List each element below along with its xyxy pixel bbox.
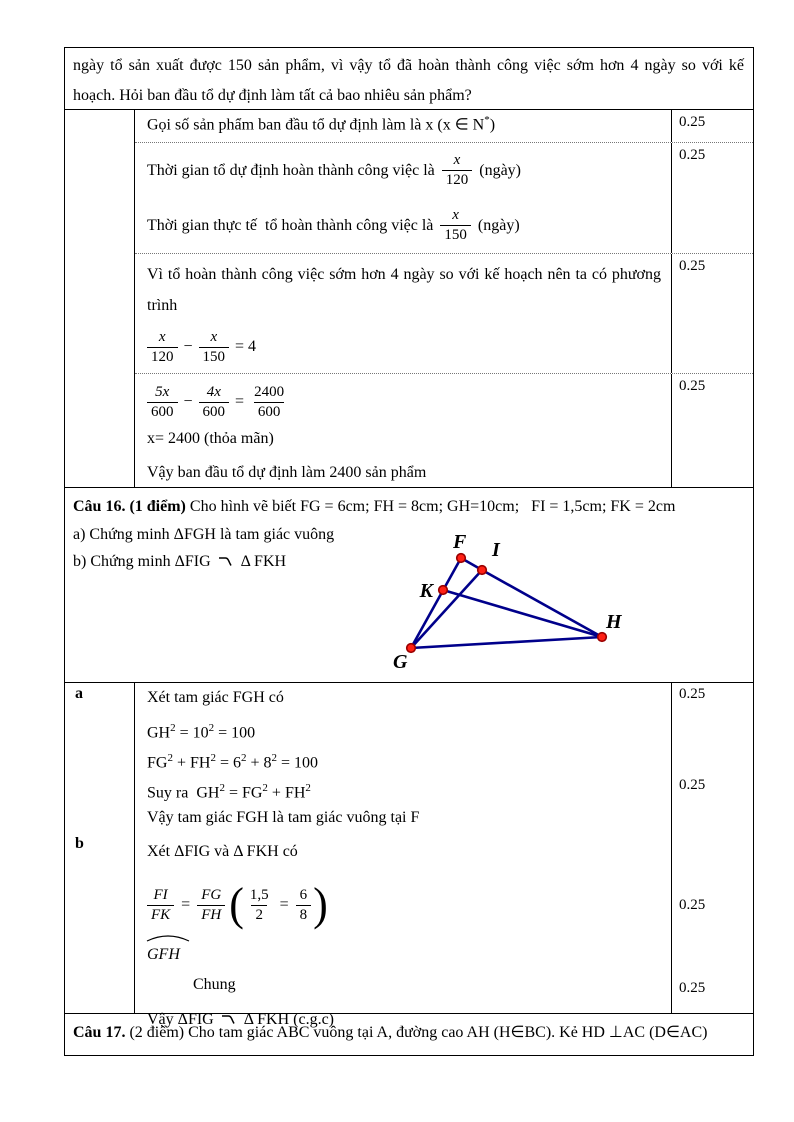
numerator: x	[210, 329, 218, 345]
part-a-label: a	[75, 685, 83, 702]
sup: 2	[240, 752, 247, 764]
denominator: 150	[199, 347, 230, 367]
cau17-text: (2 điểm) Cho tam giác ABC vuông tại A, đường cao AH (H∈BC). Kẻ HD ⊥AC (D∈AC)	[125, 1024, 708, 1041]
denominator: 8	[296, 905, 312, 925]
score-cell: 0.25	[671, 143, 753, 253]
cau16-number: Câu 16. (1 điểm)	[73, 498, 186, 515]
denominator: 2	[251, 905, 267, 925]
triangle-figure	[385, 534, 637, 680]
b-ratio-equation: $\frac{FI}{FK}$ = $\frac{FG}{FH}$ ( $\frac{1,5}{2}$ = $\frac{6}{8}$ )	[147, 876, 671, 934]
denominator: 600	[199, 402, 230, 422]
text: = 100	[214, 724, 256, 742]
a-fg-fh-line	[147, 743, 671, 773]
sup: 2	[219, 782, 225, 794]
cau16-question-block	[65, 487, 753, 682]
unit-label: (ngày)	[479, 161, 521, 179]
score-cell: 0.25	[671, 110, 753, 142]
denominator: FH	[197, 905, 225, 925]
row-content	[135, 143, 671, 253]
equation-5x-4x	[147, 383, 671, 422]
label-H: H	[606, 611, 622, 633]
denominator: 600	[254, 402, 285, 422]
row-equation-setup	[135, 253, 753, 373]
a-suyra-line	[147, 773, 671, 803]
equals-sign: =	[181, 896, 191, 913]
equals-sign: =	[279, 896, 289, 913]
text: = 10	[175, 724, 209, 742]
unit-label: (ngày)	[477, 216, 520, 234]
text: + FH	[267, 784, 306, 802]
conclusion-line: Vậy ban đầu tổ dự định làm 2400 sản phẩm	[147, 463, 427, 481]
numerator: 4x	[206, 384, 221, 400]
numerator: FG	[201, 886, 222, 903]
denominator: 600	[147, 402, 178, 422]
answer-key-table	[64, 47, 754, 1056]
sup: 2	[170, 722, 176, 734]
actual-time-line	[147, 198, 671, 253]
denominator: 120	[147, 347, 178, 367]
equals-sign: =	[235, 393, 245, 411]
denominator: 150	[440, 225, 471, 245]
fraction-1-5-2	[246, 886, 273, 925]
sup: 2	[262, 782, 268, 794]
cau15-left-column	[65, 110, 135, 487]
sup: 2	[210, 752, 216, 764]
point-F	[457, 554, 466, 563]
text: FG	[147, 754, 168, 772]
numerator: x	[453, 152, 461, 169]
score-cell: 0.25	[679, 777, 706, 793]
text: = 6	[215, 754, 241, 772]
part-b-pre: b) Chứng minh ΔFIG	[73, 553, 211, 570]
text: GH	[147, 724, 171, 742]
minus-sign: −	[183, 393, 193, 411]
fraction-x-150	[440, 206, 471, 245]
numerator: 5x	[155, 384, 170, 400]
actual-time-label: Thời gian thực tế tổ hoàn thành công việc là	[147, 216, 434, 234]
b-angle-line	[147, 936, 671, 970]
label-G: G	[393, 651, 408, 673]
text: + FH	[172, 754, 211, 772]
sup: 2	[167, 752, 173, 764]
solution-value-line: x= 2400 (thỏa mãn)	[147, 429, 274, 447]
equation-reason-text: Vì tổ hoàn thành công việc sớm hơn 4 ngày so với kế hoạch nên ta có phương trình	[147, 266, 661, 314]
conclusion-pre: Vậy ΔFIG	[147, 1011, 214, 1028]
equals-4: = 4	[235, 338, 257, 356]
cau16-given-data: Cho hình vẽ biết FG = 6cm; FH = 8cm; GH=10cm; FI = 1,5cm; FK = 2cm	[185, 498, 676, 515]
fraction-x-120	[442, 151, 473, 190]
question-15-intro-text: ngày tổ sản xuất được 150 sản phẩm, vì vậy tổ đã hoàn thành công việc sớm hơn 4 ngày so với kế hoạch. Hỏi ban đầu tổ dự định làm tất cả bao nhiêu sản phẩm?	[65, 48, 753, 110]
fraction-2400-600	[250, 383, 288, 422]
fraction-5x-600	[147, 383, 178, 422]
planned-time-line	[147, 143, 671, 198]
denominator: FK	[147, 905, 174, 925]
fraction-x-150	[199, 328, 230, 367]
score-cell: 0.25	[679, 686, 706, 702]
a-consider-line: Xét tam giác FGH có	[147, 689, 284, 706]
text: = FG	[224, 784, 263, 802]
numerator: 6	[299, 886, 308, 903]
similarity-icon	[218, 549, 234, 577]
a-gh-squared-line	[147, 713, 671, 743]
b-common-angle-line: Chung	[193, 976, 236, 993]
numerator: FI	[153, 886, 168, 903]
point-H	[598, 633, 607, 642]
numerator: 1,5	[249, 886, 269, 903]
planned-time-label: Thời gian tổ dự định hoàn thành công việc là	[147, 161, 435, 179]
angle-GFH	[147, 940, 180, 970]
fraction-FG-FH	[197, 886, 225, 925]
define-variable-close: )	[489, 116, 496, 134]
text: + 8	[246, 754, 272, 772]
row-solve	[135, 373, 753, 487]
conclusion-post: Δ FKH (c.g.c)	[243, 1011, 335, 1028]
numerator: x	[158, 329, 166, 345]
segment-IH	[482, 570, 602, 637]
sup: 2	[305, 782, 311, 794]
nstar-superscript: *	[484, 114, 490, 126]
cau16-header	[73, 493, 745, 521]
fraction-4x-600	[199, 383, 230, 422]
equation-x120-x150	[147, 328, 671, 367]
figure-labels	[393, 534, 623, 673]
angle-text: GFH	[147, 946, 180, 963]
segment-KH	[443, 590, 602, 637]
cau17-number: Câu 17.	[73, 1024, 126, 1041]
angle-hat-icon	[145, 934, 191, 942]
text: Suy ra GH	[147, 784, 220, 802]
label-I: I	[492, 539, 500, 561]
row-content	[135, 374, 671, 487]
label-K: K	[419, 580, 433, 602]
cau15-answer-band	[65, 110, 753, 487]
numerator: x	[452, 207, 459, 224]
a-conclusion-line: Vậy tam giác FGH là tam giác vuông tại F	[147, 809, 420, 826]
figure-segments	[411, 558, 602, 648]
point-K	[439, 586, 448, 595]
score-cell: 0.25	[679, 897, 706, 913]
row-content	[135, 254, 671, 373]
fraction-x-120	[147, 328, 178, 367]
row-define-variable	[135, 110, 753, 142]
ab-left-column	[65, 683, 135, 1013]
text: = 100	[277, 754, 319, 772]
sup: 2	[271, 752, 277, 764]
denominator: 120	[442, 170, 473, 190]
ab-content-column	[135, 683, 671, 1028]
part-b-post: Δ FKH	[240, 553, 287, 570]
point-I	[478, 566, 487, 575]
sup: 2	[208, 722, 215, 734]
define-variable-text: Gọi số sản phẩm ban đầu tổ dự định làm là x (x ∈ N	[147, 116, 485, 134]
cau15-rows	[135, 110, 753, 487]
minus-sign: −	[183, 338, 193, 356]
cau16-answer-band	[65, 682, 753, 1028]
row-content	[135, 110, 671, 142]
cau16-part-a: a) Chứng minh ΔFGH là tam giác vuông	[73, 525, 335, 543]
part-b-label: b	[75, 835, 84, 852]
ab-score-column	[671, 683, 753, 1013]
b-consider-line: Xét ΔFIG và Δ FKH có	[147, 843, 298, 860]
fraction-FI-FK	[147, 886, 174, 925]
score-cell: 0.25	[679, 980, 706, 996]
fraction-6-8	[296, 886, 312, 925]
score-cell: 0.25	[671, 254, 753, 373]
row-time-expressions	[135, 142, 753, 253]
score-cell: 0.25	[671, 374, 753, 487]
segment-GH	[411, 637, 602, 648]
label-F: F	[453, 534, 467, 553]
point-G	[407, 644, 416, 653]
numerator: 2400	[254, 384, 285, 400]
